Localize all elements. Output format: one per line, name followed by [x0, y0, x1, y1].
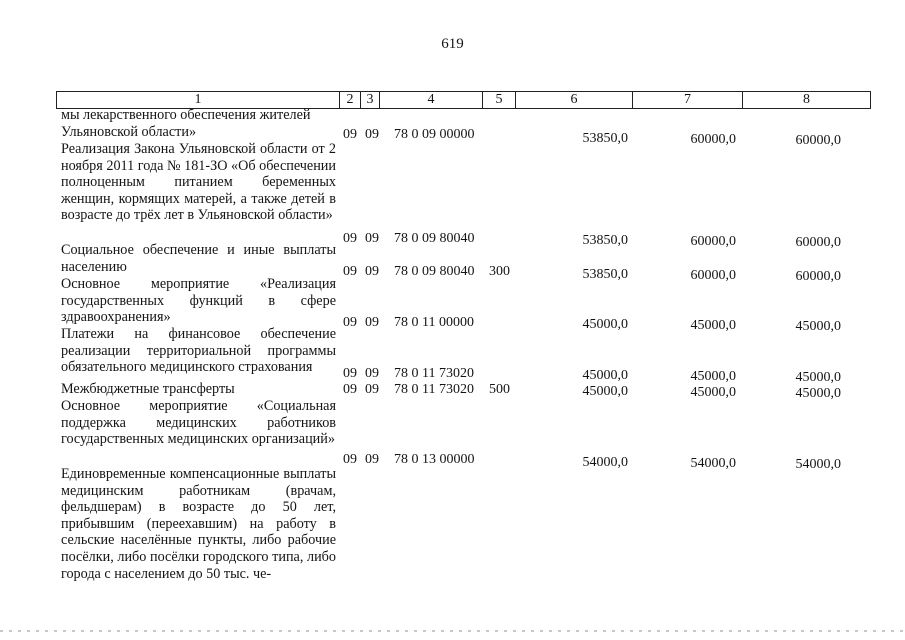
row-0-col-6: 53850,0 [582, 131, 628, 146]
row-3-col-2: 09 [343, 315, 357, 330]
row-6-col-4: 78 0 13 00000 [394, 452, 475, 467]
row-4-col-6: 45000,0 [582, 368, 628, 383]
row-5-description: Межбюджетные трансферты [61, 381, 235, 397]
row-2-col-2: 09 [343, 264, 357, 279]
header-col-1: 1 [57, 92, 340, 108]
row-4-col-4: 78 0 11 73020 [394, 366, 474, 381]
row-5-col-5: 500 [489, 382, 510, 397]
scan-artifact [0, 630, 905, 632]
page-number: 619 [441, 36, 464, 52]
header-col-4: 4 [380, 92, 483, 108]
row-0-col-3: 09 [365, 127, 379, 142]
row-2-col-7: 60000,0 [690, 268, 736, 283]
row-0-col-8: 60000,0 [795, 133, 841, 148]
row-4-col-7: 45000,0 [690, 369, 736, 384]
header-col-5: 5 [483, 92, 516, 108]
header-col-8: 8 [803, 92, 810, 107]
row-3-col-8: 45000,0 [795, 319, 841, 334]
row-6-col-7: 54000,0 [690, 456, 736, 471]
row-3-description: Основное мероприятие «Реализация государственных функций в сфере здравоохранения» [61, 276, 336, 326]
row-0-col-4: 78 0 09 00000 [394, 127, 475, 142]
row-5-col-7: 45000,0 [690, 385, 736, 400]
row-4-col-8: 45000,0 [795, 370, 841, 385]
row-6-description: Основное мероприятие «Социальная поддержка медицинских работников государственных медицинских организаций» [61, 398, 336, 448]
row-2-col-4: 78 0 09 80040 [394, 264, 475, 279]
row-4-col-2: 09 [343, 366, 357, 381]
header-col-7: 7 [633, 92, 743, 108]
row-2-col-8: 60000,0 [795, 269, 841, 284]
row-0-col-7: 60000,0 [690, 132, 736, 147]
header-col-3: 3 [361, 92, 380, 108]
header-col-2: 2 [340, 92, 361, 108]
row-3-col-3: 09 [365, 315, 379, 330]
row-3-col-6: 45000,0 [582, 317, 628, 332]
row-4-col-3: 09 [365, 366, 379, 381]
row-1-col-6: 53850,0 [582, 233, 628, 248]
row-2-description: Социальное обеспечение и иные выплаты населению [61, 242, 336, 275]
header-col-6: 6 [516, 92, 633, 108]
row-2-col-5: 300 [489, 264, 510, 279]
row-5-col-3: 09 [365, 382, 379, 397]
row-2-col-3: 09 [365, 264, 379, 279]
row-5-col-6: 45000,0 [582, 384, 628, 399]
row-4-description: Платежи на финансовое обеспечение реализации территориальной программы обязательного медицинского страхования [61, 326, 336, 376]
row-1-col-7: 60000,0 [690, 234, 736, 249]
row-1-col-3: 09 [365, 231, 379, 246]
row-1-col-2: 09 [343, 231, 357, 246]
row-3-col-4: 78 0 11 00000 [394, 315, 474, 330]
row-6-col-8: 54000,0 [795, 457, 841, 472]
row-0-col-2: 09 [343, 127, 357, 142]
row-1-description: Реализация Закона Ульяновской области от 2 ноября 2011 года № 181-ЗО «Об обеспечении полноценным питанием беременных женщин, кормящих матерей, а также детей в возрасте до трёх лет в Ульяновской области» [61, 141, 336, 224]
row-6-col-2: 09 [343, 452, 357, 467]
row-1-col-4: 78 0 09 80040 [394, 231, 475, 246]
row-3-col-7: 45000,0 [690, 318, 736, 333]
row-0-description: мы лекарственного обеспечения жителей Ульяновской области» [61, 107, 311, 140]
row-1-col-8: 60000,0 [795, 235, 841, 250]
row-6-col-6: 54000,0 [582, 455, 628, 470]
row-7-description: Единовременные компенсационные выплаты медицинским работникам (врачам, фельдшерам) в возрасте до 50 лет, прибывшим (переехавшим) на работу в сельские населённые пункты, либо рабочие посёлки, либо посёлки городского типа, либо города с населением до 50 тыс. че- [61, 466, 336, 582]
row-2-col-6: 53850,0 [582, 267, 628, 282]
row-5-col-4: 78 0 11 73020 [394, 382, 474, 397]
row-6-col-3: 09 [365, 452, 379, 467]
row-5-col-8: 45000,0 [795, 386, 841, 401]
row-5-col-2: 09 [343, 382, 357, 397]
